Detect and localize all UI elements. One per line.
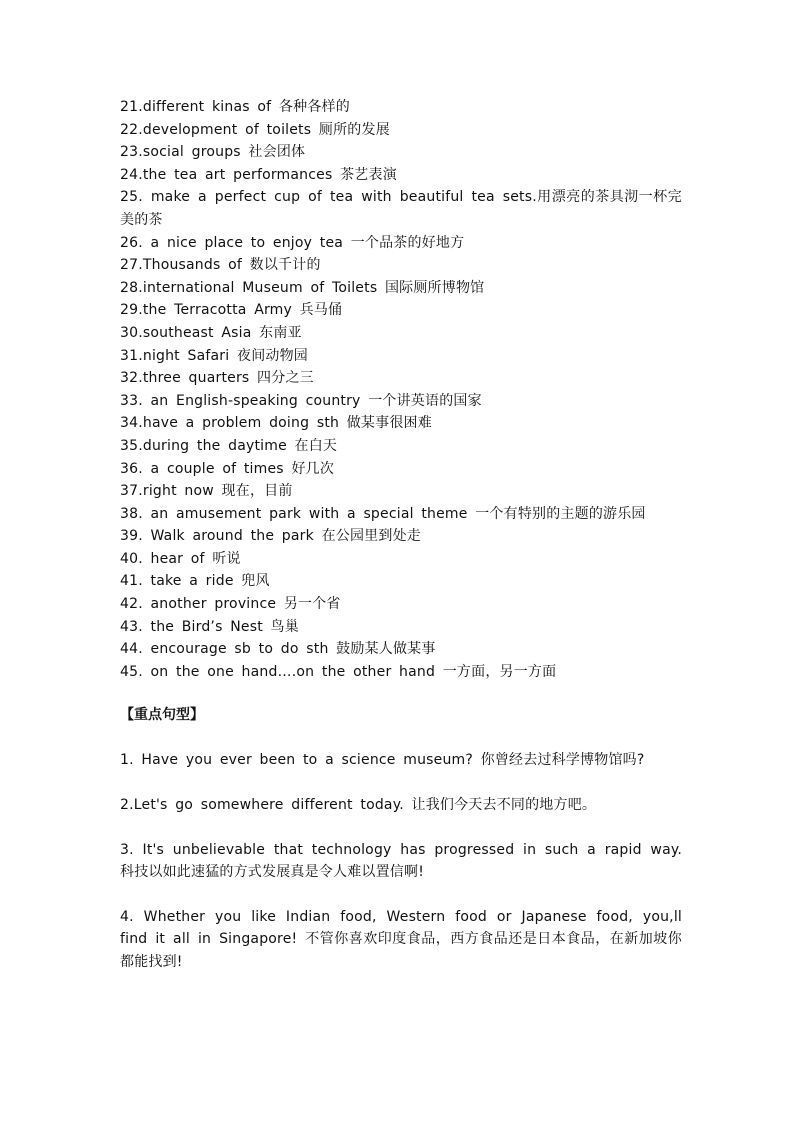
phrase-item: 24.the tea art performances 茶艺表演 [120,166,397,183]
key-sentence: 3. It's unbelievable that technology has progressed in such a rapid way. 科技以如此速猛的方式发展真是令人难以置信啊! [120,841,682,881]
phrase-item: 31.night Safari 夜间动物园 [120,347,308,364]
phrase-item: 21.different kinas of 各种各样的 [120,99,350,115]
phrase-item: 45. on the one hand….on the other hand 一方面，另一方面 [120,663,557,680]
phrase-item: 22.development of toilets 厕所的发展 [120,121,390,138]
phrase-item: 36. a couple of times 好几次 [120,460,335,477]
phrase-item: 39. Walk around the park 在公园里到处走 [120,528,421,545]
phrase-item: 38. an amusement park with a special theme 一个有特别的主题的游乐园 [120,505,646,522]
phrase-item: 32.three quarters 四分之三 [120,370,314,387]
key-sentences-heading: 【重点句型】 [120,707,204,724]
phrase-item: 34.have a problem doing sth 做某事很困难 [120,415,432,432]
phrase-item: 43. the Bird’s Nest 鸟巢 [120,618,299,635]
phrase-item: 29.the Terracotta Army 兵马俑 [120,302,343,319]
key-sentence: 1. Have you ever been to a science museum? 你曾经去过科学博物馆吗? [120,752,645,769]
phrase-item: 23.social groups 社会团体 [120,144,306,161]
phrase-item: 35.during the daytime 在白天 [120,437,338,454]
phrase-item: 37.right now 现在，目前 [120,483,293,500]
phrase-item: 25. make a perfect cup of tea with beautiful tea sets.用漂亮的茶具沏一杯完美的茶 [120,189,682,228]
phrase-item: 27.Thousands of 数以千计的 [120,257,321,274]
phrase-item: 30.southeast Asia 东南亚 [120,324,302,341]
key-sentence: 4. Whether you like Indian food, Western food or Japanese food, you,ll find it all in Singapore! 不管你喜欢印度食品，西方食品还是日本食品，在新加坡你都能找到! [120,908,682,970]
phrase-item: 28.international Museum of Toilets 国际厕所博物馆 [120,279,485,296]
phrase-item: 42. another province 另一个省 [120,596,341,613]
phrase-item: 33. an English-speaking country 一个讲英语的国家 [120,392,482,409]
phrase-item: 41. take a ride 兜风 [120,573,270,590]
phrase-list [120,96,682,683]
document-page [120,96,682,988]
phrase-item: 44. encourage sb to do sth 鼓励某人做某事 [120,641,436,658]
key-sentence: 2.Let's go somewhere different today. 让我们今天去不同的地方吧。 [120,797,597,814]
phrase-item: 40. hear of 听说 [120,550,241,567]
phrase-item: 26. a nice place to enjoy tea 一个品茶的好地方 [120,234,465,251]
